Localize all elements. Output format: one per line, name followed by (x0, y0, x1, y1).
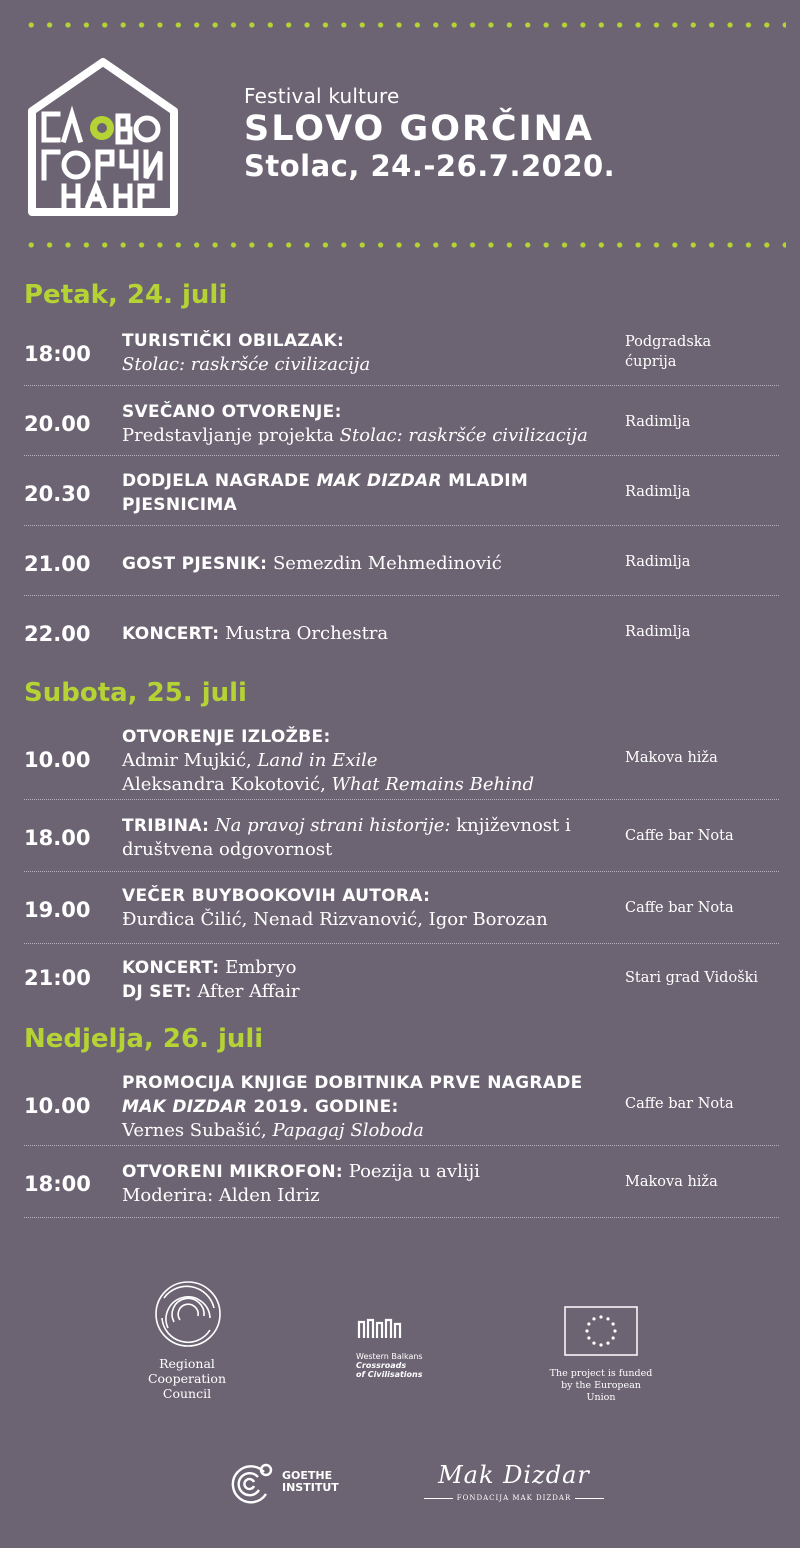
event-title-end: 2019. GODINE: (247, 1097, 399, 1117)
wb-line-2: Crossroads (356, 1361, 407, 1370)
event-title: GOST PJESNIK: (122, 554, 268, 574)
goethe-line-2: INSTITUT (282, 1481, 339, 1494)
schedule-row (24, 526, 779, 596)
festival-subtitle: Festival kulture (244, 84, 400, 108)
event-description (122, 956, 622, 1004)
event-description (122, 814, 620, 862)
festival-name: SLOVO GORČINA (244, 109, 595, 149)
event-location: Podgradska ćuprija (625, 334, 712, 370)
eu-star (585, 1329, 588, 1332)
schedule-row (24, 872, 779, 944)
event-time: 18:00 (24, 1172, 91, 1196)
book-title: Papagaj Sloboda (272, 1120, 424, 1141)
event-location: Makova hiža (625, 1174, 718, 1190)
event-title: PROMOCIJA KNJIGE DOBITNIKA PRVE NAGRADE (122, 1073, 583, 1093)
event-detail: Đurđica Čilić, Nenad Rizvanović, Igor Borozan (122, 909, 548, 930)
event-detail: Predstavljanje projekta (122, 425, 340, 446)
day-heading-saturday: Subota, 25. juli (24, 678, 247, 708)
event-location: Makova hiža (625, 750, 718, 766)
event-description (122, 1160, 622, 1208)
artwork-1: Land in Exile (257, 750, 378, 771)
row-divider (24, 1217, 779, 1218)
eu-line-1: The project is funded (549, 1368, 653, 1379)
eu-logo (546, 1306, 656, 1404)
schedule-row (24, 386, 779, 456)
artist-2: Aleksandra Kokotović, (122, 774, 332, 795)
event-location: Caffe bar Nota (625, 900, 734, 916)
event-title-italic: MAK DIZDAR (316, 471, 442, 491)
event-title-italic: MAK DIZDAR (122, 1097, 248, 1117)
schedule-row (24, 724, 779, 800)
eu-star (592, 1317, 595, 1320)
rcc-logo (128, 1278, 246, 1401)
goethe-circle-icon (228, 1462, 280, 1506)
eu-star (606, 1317, 609, 1320)
event-time: 21.00 (24, 552, 91, 576)
event-description (122, 622, 622, 646)
event-title: TURISTIČKI OBILAZAK: (122, 331, 345, 351)
event-title-end: MLADIM PJESNICIMA (122, 471, 529, 515)
day-heading-sunday: Nedjelja, 26. juli (24, 1024, 264, 1054)
event-time: 20.00 (24, 412, 91, 436)
wb-line-3: of Civilisations (356, 1370, 423, 1379)
event-time: 18:00 (24, 342, 91, 366)
goethe-logo (228, 1462, 348, 1506)
event-detail-italic: Na pravoj strani historije: (209, 815, 451, 836)
day-heading-friday: Petak, 24. juli (24, 280, 228, 310)
wb-line-1: Western Balkans (356, 1352, 423, 1361)
eu-star (599, 1315, 602, 1318)
eu-line-2: by the European Union (561, 1380, 641, 1403)
event-title: VEČER BUYBOOKOVIH AUTORA: (122, 886, 431, 906)
event-title: SVEČANO OTVORENJE: (122, 402, 342, 422)
event-time: 19.00 (24, 898, 91, 922)
top-dotted-divider (22, 22, 786, 28)
event-title: KONCERT: (122, 958, 220, 978)
event-description (122, 329, 622, 377)
wb-crossroads-logo (356, 1316, 446, 1379)
event-detail-italic: Stolac: raskršće civilizacija (339, 425, 588, 446)
event-description (122, 400, 632, 448)
event-title-2: DJ SET: (122, 982, 192, 1002)
moderator: Moderira: Alden Idriz (122, 1185, 320, 1206)
event-detail-2: After Affair (191, 981, 300, 1002)
event-location: Radimlja (625, 554, 691, 570)
event-description (122, 469, 622, 517)
event-time: 22.00 (24, 622, 91, 646)
eu-star (606, 1342, 609, 1345)
schedule-row (24, 1070, 779, 1146)
mak-signature: Mak Dizdar (438, 1461, 590, 1489)
event-location: Stari grad Vidoški (625, 970, 759, 986)
event-title: OTVORENI MIKROFON: (122, 1162, 343, 1182)
eu-flag-icon (564, 1306, 638, 1356)
header-dotted-divider (22, 242, 786, 248)
event-title: DODJELA NAGRADE (122, 471, 317, 491)
event-location: Radimlja (625, 484, 691, 500)
artwork-2: What Remains Behind (331, 774, 534, 795)
event-location: Caffe bar Nota (625, 1096, 734, 1112)
eu-star (599, 1343, 602, 1346)
author: Vernes Subašić, (122, 1120, 273, 1141)
event-detail: Embryo (219, 957, 297, 978)
event-description (122, 1071, 602, 1143)
eu-star (587, 1336, 590, 1339)
event-time: 10.00 (24, 1094, 91, 1118)
eu-star (592, 1342, 595, 1345)
event-location: Caffe bar Nota (625, 828, 734, 844)
rcc-label: Regional Cooperation Council (147, 1356, 227, 1401)
schedule-row (24, 944, 779, 1014)
event-description (122, 552, 622, 576)
schedule-row (24, 800, 779, 872)
mak-dizdar-foundation-logo (424, 1460, 604, 1502)
goethe-line-1: GOETHE (282, 1469, 333, 1482)
event-time: 18.00 (24, 826, 91, 850)
event-description (122, 725, 622, 797)
event-description (122, 884, 622, 932)
event-location: Radimlja (625, 414, 691, 430)
festival-logo (22, 56, 184, 220)
event-detail: književnost i društvena odgovornost (122, 815, 571, 860)
event-detail: Stolac: raskršće civilizacija (122, 354, 371, 375)
eu-star (587, 1322, 590, 1325)
eu-star (613, 1329, 616, 1332)
event-detail: Mustra Orchestra (219, 623, 389, 644)
event-location: Radimlja (625, 624, 691, 640)
schedule-row (24, 596, 779, 666)
mak-foundation-label: FONDACIJA MAK DIZDAR (424, 1494, 604, 1502)
schedule-row (24, 1146, 779, 1218)
schedule-row (24, 326, 779, 386)
event-detail: Poezija u avliji (342, 1161, 480, 1182)
wave-bars-icon (356, 1316, 404, 1342)
event-title: KONCERT: (122, 624, 220, 644)
festival-place-date: Stolac, 24.-26.7.2020. (244, 149, 616, 183)
rcc-swirl-icon (152, 1278, 222, 1350)
schedule-row (24, 456, 779, 526)
eu-star (612, 1336, 615, 1339)
event-time: 10.00 (24, 748, 91, 772)
event-title: OTVORENJE IZLOŽBE: (122, 727, 331, 747)
event-detail: Semezdin Mehmedinović (267, 553, 502, 574)
eu-star (612, 1322, 615, 1325)
event-title: TRIBINA: (122, 816, 210, 836)
artist-1: Admir Mujkić, (122, 750, 258, 771)
event-time: 21:00 (24, 966, 91, 990)
event-time: 20.30 (24, 482, 91, 506)
header-title-block (244, 84, 615, 183)
